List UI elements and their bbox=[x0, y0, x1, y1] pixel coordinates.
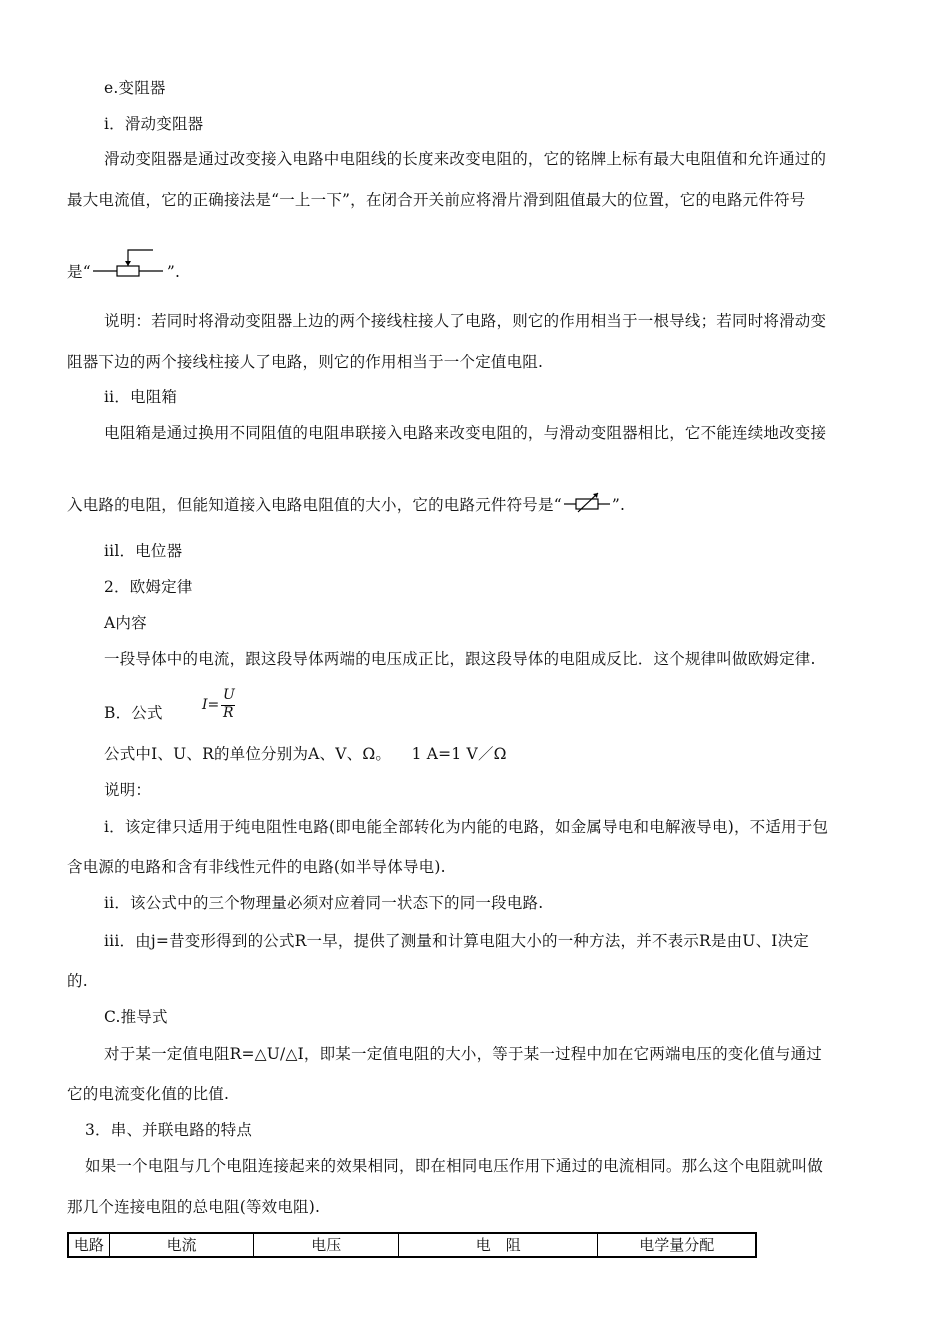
table-header-cell: 电学量分配 bbox=[598, 1233, 756, 1257]
paragraph-line: 一段导体中的电流，跟这段导体两端的电压成正比，跟这段导体的电阻成反比．这个规律叫做欧姆定律. bbox=[104, 650, 816, 668]
heading-rheostat: e.变阻器 bbox=[104, 79, 166, 97]
circuit-characteristics-table bbox=[67, 1232, 757, 1258]
paragraph-line: i．该定律只适用于纯电阻性电路(即电能全部转化为内能的电路，如金属导电和电解液导电)，不适用于包 bbox=[104, 818, 829, 836]
paragraph-line: 滑动变阻器是通过改变接入电路中电阻线的长度来改变电阻的，它的铭牌上标有最大电阻值和允许通过的 bbox=[104, 150, 827, 168]
paragraph-fragment: 是“ bbox=[67, 263, 91, 281]
paragraph-line: 最大电流值，它的正确接法是“一上一下”，在闭合开关前应将滑片滑到阻值最大的位置，它的电路元件符号 bbox=[67, 191, 806, 209]
paragraph-line: 那几个连接电阻的总电阻(等效电阻). bbox=[67, 1198, 321, 1216]
paragraph-line: 电阻箱是通过换用不同阻值的电阻串联接入电路来改变电阻的，与滑动变阻器相比，它不能连续地改变接 bbox=[104, 424, 827, 442]
table-header-cell: 电压 bbox=[254, 1233, 399, 1257]
subheading-derived: C.推导式 bbox=[104, 1008, 168, 1026]
resistance-box-symbol-line bbox=[67, 495, 625, 515]
paragraph-line: 对于某一定值电阻R=△U/△I，即某一定值电阻的大小，等于某一过程中加在它两端电压的变化值与通过 bbox=[104, 1045, 823, 1063]
table-header-row bbox=[68, 1233, 756, 1257]
subheading-content: A内容 bbox=[104, 614, 147, 632]
paragraph-line: ii．该公式中的三个物理量必须对应着同一状态下的同一段电路. bbox=[104, 894, 544, 912]
formula-denominator: R bbox=[223, 705, 234, 721]
formula-numerator: U bbox=[223, 687, 235, 703]
heading-series-parallel: 3．串、并联电路的特点 bbox=[85, 1121, 253, 1139]
paragraph-line: 公式中I、U、R的单位分别为A、V、Ω。 1 A=1 V／Ω bbox=[104, 745, 507, 763]
table-header-cell: 电路 bbox=[68, 1233, 109, 1257]
subheading-notes: 说明： bbox=[104, 781, 152, 799]
paragraph-line: 的. bbox=[67, 972, 88, 990]
paragraph-line: iii．由j=昔变形得到的公式R一早，提供了测量和计算电阻大小的一种方法，并不表示R是由U、I决定 bbox=[104, 932, 809, 950]
subheading-resistance-box: ii．电阻箱 bbox=[104, 388, 178, 406]
sliding-rheostat-symbol-icon bbox=[91, 247, 167, 281]
heading-ohms-law: 2．欧姆定律 bbox=[104, 578, 193, 596]
subheading-formula: B．公式 bbox=[104, 704, 163, 722]
paragraph-line: 如果一个电阻与几个电阻连接起来的效果相同，即在相同电压作用下通过的电流相同。那么这个电阻就叫做 bbox=[85, 1157, 823, 1175]
formula-lhs: I= bbox=[202, 697, 220, 713]
paragraph-fragment: ”. bbox=[166, 263, 181, 281]
paragraph-line: 含电源的电路和含有非线性元件的电路(如半导体导电). bbox=[67, 858, 446, 876]
table-header-cell: 电 阻 bbox=[399, 1233, 598, 1257]
subheading-sliding-rheostat: i．滑动变阻器 bbox=[104, 115, 204, 133]
paragraph-fragment: ”. bbox=[611, 496, 626, 514]
subheading-potentiometer: iil．电位器 bbox=[104, 542, 183, 560]
paragraph-line: 它的电流变化值的比值. bbox=[67, 1085, 230, 1103]
paragraph-fragment: 入电路的电阻，但能知道接入电路电阻值的大小，它的电路元件符号是“ bbox=[67, 496, 562, 514]
paragraph-line: 阻器下边的两个接线柱接人了电路，则它的作用相当于一个定值电阻. bbox=[67, 353, 544, 371]
resistance-box-symbol-icon bbox=[562, 489, 612, 515]
rheostat-symbol-line bbox=[67, 262, 180, 282]
paragraph-line: 说明：若同时将滑动变阻器上边的两个接线柱接人了电路，则它的作用相当于一根导线；若同时将滑动变 bbox=[104, 312, 827, 330]
table-header-cell: 电流 bbox=[109, 1233, 254, 1257]
